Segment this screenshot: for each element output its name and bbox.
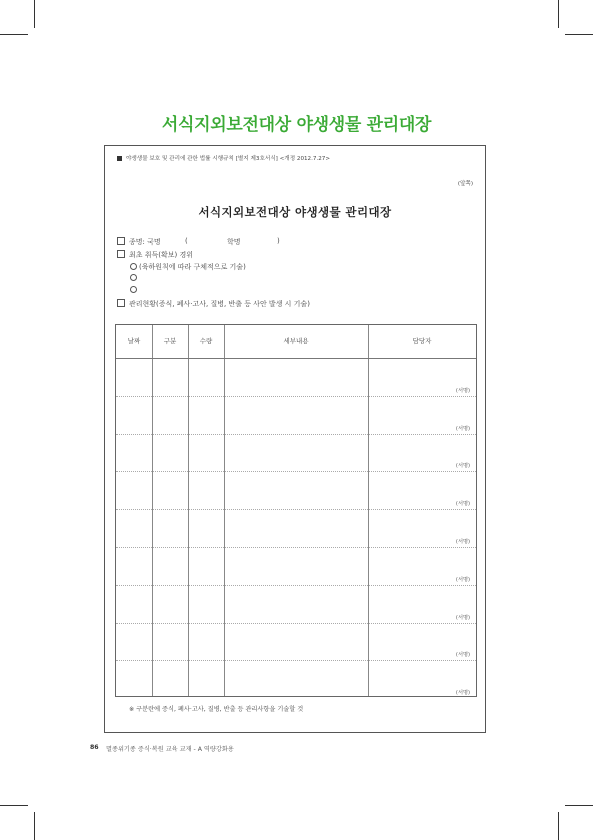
crop-mark [0, 805, 28, 806]
signature-label[interactable]: (서명) [455, 576, 470, 583]
column-header-manager: 담당자 [412, 337, 432, 345]
crop-mark [0, 34, 28, 35]
checkbox-icon[interactable] [117, 299, 125, 307]
crop-mark [558, 0, 559, 28]
signature-label[interactable]: (서명) [455, 463, 470, 470]
table-row-divider [116, 585, 476, 586]
acquisition-note: (육하원칙에 따라 구체적으로 기술) [139, 263, 246, 271]
signature-label[interactable]: (서명) [455, 387, 470, 394]
species-label: 종명: 국명 [129, 238, 161, 246]
column-header-category: 구분 [163, 337, 177, 345]
signature-label[interactable]: (서명) [455, 652, 470, 659]
checkbox-icon[interactable] [117, 237, 125, 245]
signature-label[interactable]: (서명) [455, 690, 470, 697]
crop-mark [34, 0, 35, 28]
square-bullet-icon [117, 156, 122, 161]
signature-label[interactable]: (서명) [455, 614, 470, 621]
checkbox-icon[interactable] [117, 250, 125, 258]
management-status-field [117, 299, 310, 309]
column-divider [224, 325, 225, 696]
table-row-divider [116, 434, 476, 435]
legal-reference-text: 야생생물 보호 및 관리에 관한 법률 시행규칙 [별지 제3호서식] <개정 2012.7.27> [126, 156, 331, 162]
crop-mark [565, 34, 593, 35]
management-form [104, 145, 486, 733]
acquisition-line-3 [130, 286, 139, 295]
column-divider [152, 325, 153, 696]
acquisition-detail [130, 262, 246, 272]
circle-bullet-icon [130, 274, 137, 281]
table-row-divider [116, 547, 476, 548]
signature-label[interactable]: (서명) [455, 501, 470, 508]
form-title: 서식지외보전대상 야생생물 관리대장 [198, 205, 392, 219]
front-page-label: (앞쪽) [457, 181, 473, 187]
footnote: ※ 구분란에 증식, 폐사·고사, 질병, 반출 등 관리사항을 기술할 것 [129, 706, 304, 713]
page-title: 서식지외보전대상 야생생물 관리대장 [161, 115, 432, 135]
table-row-divider [116, 509, 476, 510]
scientific-name-label: 학명 [227, 238, 241, 246]
page-number: 86 [90, 744, 99, 751]
acquisition-label: 최초 취득(확보) 경위 [129, 251, 194, 259]
column-header-date: 날짜 [127, 337, 141, 345]
management-status-label: 관리현황(증식, 폐사·고사, 질병, 반출 등 사안 발생 시 기술) [129, 300, 310, 308]
column-divider [188, 325, 189, 696]
column-header-details: 세부내용 [283, 337, 309, 345]
acquisition-line-2 [130, 274, 139, 283]
paren-open: ( [185, 237, 188, 245]
crop-mark [558, 812, 559, 840]
species-field [117, 237, 161, 247]
circle-bullet-icon [130, 263, 137, 270]
header-divider [116, 358, 476, 359]
table-row-divider [116, 396, 476, 397]
signature-label[interactable]: (서명) [455, 539, 470, 545]
crop-mark [565, 805, 593, 806]
signature-label[interactable]: (서명) [455, 425, 470, 432]
paren-close: ) [277, 237, 280, 245]
crop-mark [34, 812, 35, 840]
table-row-divider [116, 471, 476, 472]
acquisition-field [117, 250, 193, 260]
table-row-divider [116, 623, 476, 624]
book-title: 멸종위기종 증식·복원 교육 교재 - A 역량강화용 [106, 746, 234, 753]
management-table [115, 324, 477, 697]
table-row-divider [116, 660, 476, 661]
legal-reference [117, 154, 330, 162]
column-header-quantity: 수량 [199, 337, 213, 345]
circle-bullet-icon [130, 286, 137, 293]
column-divider [368, 325, 369, 696]
